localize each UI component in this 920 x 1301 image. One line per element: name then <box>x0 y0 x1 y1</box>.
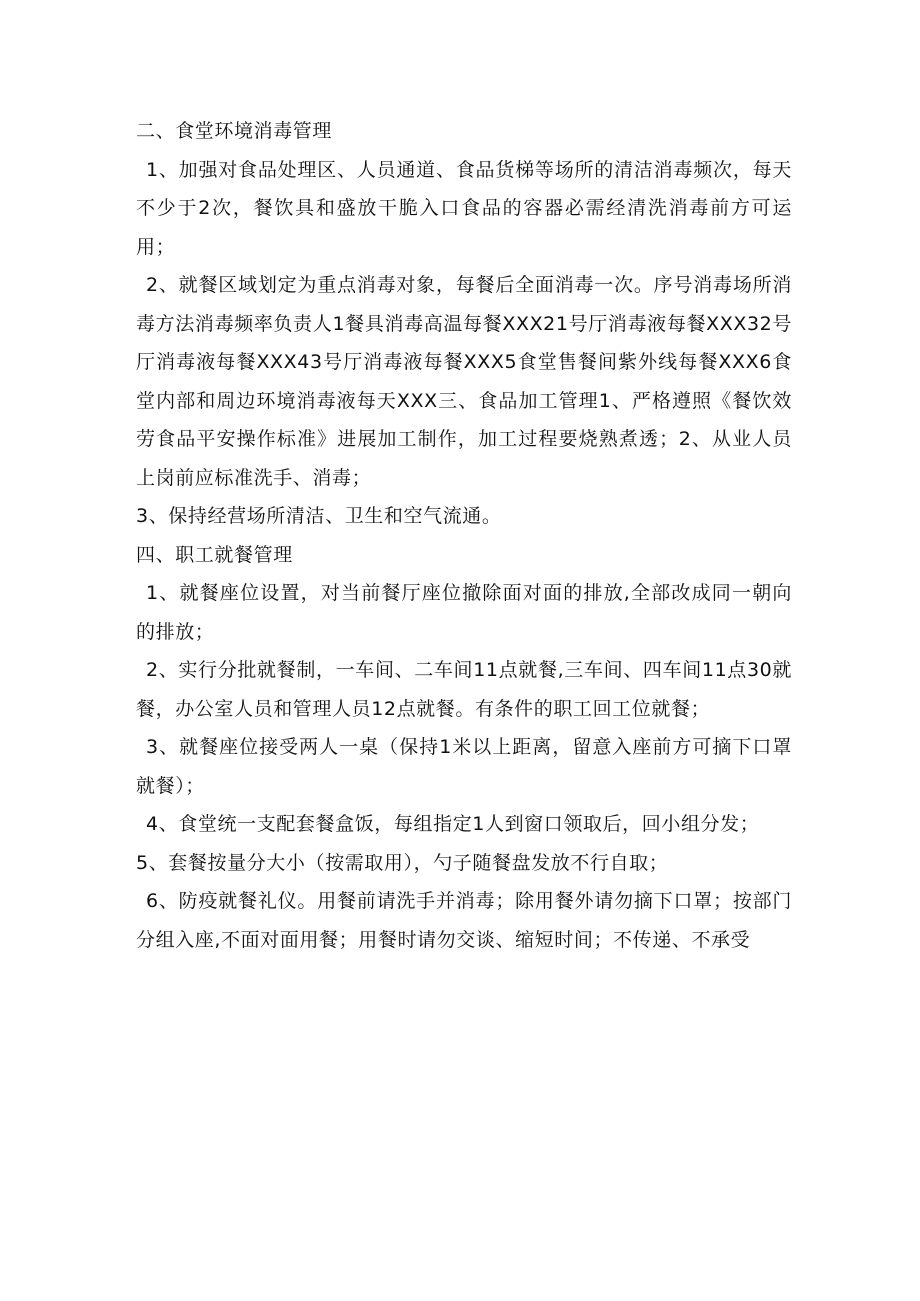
paragraph-disinfection-3: 3、保持经营场所清洁、卫生和空气流通。 <box>136 505 502 527</box>
document-body <box>136 112 792 959</box>
paragraph-disinfection-1: 1、加强对食品处理区、人员通道、食品货梯等场所的清洁消毒频次，每天不少于2次，餐饮具和盛放干脆入口食品的容器必需经清洗消毒前方可运用； <box>136 158 792 258</box>
paragraph-dining-4: 4、食堂统一支配套餐盒饭，每组指定1人到窗口领取后，回小组分发； <box>146 813 760 835</box>
paragraph-dining-2: 2、实行分批就餐制，一车间、二车间11点就餐,三车间、四车间11点30就餐，办公室人员和管理人员12点就餐。有条件的职工回工位就餐； <box>136 659 792 720</box>
paragraph-dining-1: 1、就餐座位设置，对当前餐厅座位撤除面对面的排放,全部改成同一朝向的排放； <box>136 582 792 643</box>
paragraph-dining-6: 6、防疫就餐礼仪。用餐前请洗手并消毒；除用餐外请勿摘下口罩；按部门分组入座,不面对面用餐；用餐时请勿交谈、缩短时间；不传递、不承受 <box>136 890 792 951</box>
paragraph-dining-3: 3、就餐座位接受两人一桌（保持1米以上距离，留意入座前方可摘下口罩就餐）； <box>136 736 792 797</box>
section-heading-dining: 四、职工就餐管理 <box>136 543 293 566</box>
paragraph-disinfection-2: 2、就餐区域划定为重点消毒对象，每餐后全面消毒一次。序号消毒场所消毒方法消毒频率负责人1餐具消毒高温每餐XXX21号厅消毒液每餐XXX32号厅消毒液每餐XXX43号厅消毒液每餐XXX5食堂售餐间紫外线每餐XXX6食堂内部和周边环境消毒液每天XXX三、食品加工管理1、严格遵照《餐饮效劳食品平安操作标准》进展加工制作，加工过程要烧熟煮透；2、从业人员上岗前应标准洗手、消毒； <box>136 274 792 489</box>
section-heading-disinfection: 二、食堂环境消毒管理 <box>136 120 333 142</box>
paragraph-dining-5: 5、套餐按量分大小（按需取用），勺子随餐盘发放不行自取； <box>136 851 669 874</box>
